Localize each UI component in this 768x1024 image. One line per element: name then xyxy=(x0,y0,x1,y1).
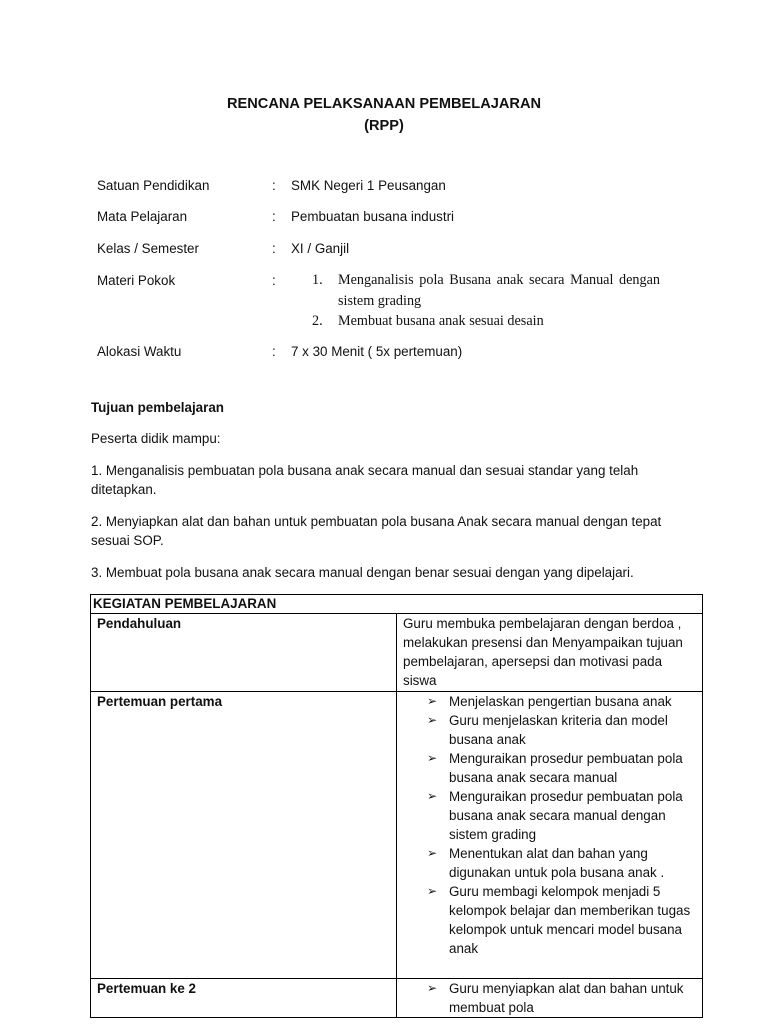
table-header-row xyxy=(91,595,703,614)
info-label: Alokasi Waktu xyxy=(97,344,182,359)
phase-bullets-cell xyxy=(397,979,703,1018)
list-item xyxy=(427,787,696,844)
bullet-text: Guru membagi kelompok menjadi 5 kelompok belajar dan memberikan tugas kelompok untuk mencari model busana anak xyxy=(449,884,691,956)
table-row xyxy=(91,979,703,1018)
phase-bullets-cell xyxy=(397,692,703,979)
tujuan-point: 3. Membuat pola busana anak secara manual dengan benar sesuai dengan yang dipelajari. xyxy=(91,565,634,580)
kegiatan-table xyxy=(90,594,703,1018)
list-text: Menganalisis pola Busana anak secara Manual dengan sistem grading xyxy=(338,272,660,309)
list-item xyxy=(312,270,660,311)
bullet-text: Menentukan alat dan bahan yang digunakan untuk pola busana anak . xyxy=(449,846,665,880)
list-item xyxy=(427,711,696,749)
arrow-bullet-icon: ➢ xyxy=(427,713,438,727)
info-label: Kelas / Semester xyxy=(97,241,199,256)
info-label: Mata Pelajaran xyxy=(97,209,188,224)
info-colon: : xyxy=(272,241,276,256)
arrow-bullet-icon: ➢ xyxy=(427,981,438,995)
bullet-list xyxy=(403,979,696,1017)
list-number: 2. xyxy=(312,313,323,329)
bullet-text: Guru menyiapkan alat dan bahan untuk membuat pola xyxy=(449,981,684,1015)
info-colon: : xyxy=(272,273,276,288)
tujuan-point: 2. Menyiapkan alat dan bahan untuk pembuatan pola busana Anak secara manual dengan tepat sesuai SOP. xyxy=(91,514,662,548)
info-value: 7 x 30 Menit ( 5x pertemuan) xyxy=(291,344,463,359)
tujuan-intro: Peserta didik mampu: xyxy=(91,431,221,446)
arrow-bullet-icon: ➢ xyxy=(427,751,438,765)
bullet-text: Menguraikan prosedur pembuatan pola busana anak secara manual xyxy=(449,751,683,785)
arrow-bullet-icon: ➢ xyxy=(427,789,438,803)
info-value: Pembuatan busana industri xyxy=(291,209,455,224)
list-item xyxy=(427,692,696,711)
bullet-text: Menguraikan prosedur pembuatan pola busana anak secara manual dengan sistem grading xyxy=(449,789,683,842)
info-label: Satuan Pendidikan xyxy=(97,178,210,193)
info-colon: : xyxy=(272,209,276,224)
tujuan-heading: Tujuan pembelajaran xyxy=(91,400,224,415)
document-subtitle: (RPP) xyxy=(364,118,404,134)
list-item xyxy=(427,979,696,1017)
info-colon: : xyxy=(272,178,276,193)
phase-label: Pertemuan pertama xyxy=(91,692,397,979)
materi-list xyxy=(312,270,660,332)
phase-text: Guru membuka pembelajaran dengan berdoa , melakukan presensi dan Menyampaikan tujuan pembelajaran, apersepsi dan motivasi pada siswa xyxy=(397,614,703,692)
list-item xyxy=(427,749,696,787)
arrow-bullet-icon: ➢ xyxy=(427,694,438,708)
tujuan-point: 1. Menganalisis pembuatan pola busana anak secara manual dan sesuai standar yang telah ditetapkan. xyxy=(91,463,639,497)
bullet-text: Guru menjelaskan kriteria dan model busana anak xyxy=(449,713,668,747)
phase-label: Pendahuluan xyxy=(91,614,397,692)
arrow-bullet-icon: ➢ xyxy=(427,884,438,898)
table-row xyxy=(91,614,703,692)
phase-label: Pertemuan ke 2 xyxy=(91,979,397,1018)
table-header: KEGIATAN PEMBELAJARAN xyxy=(91,595,703,614)
info-colon: : xyxy=(272,344,276,359)
list-item xyxy=(427,844,696,882)
list-item xyxy=(312,311,660,332)
arrow-bullet-icon: ➢ xyxy=(427,846,438,860)
info-label: Materi Pokok xyxy=(97,273,176,288)
bullet-list xyxy=(403,692,696,958)
info-value: XI / Ganjil xyxy=(291,241,350,256)
document-title: RENCANA PELAKSANAAN PEMBELAJARAN xyxy=(226,96,542,112)
table-row xyxy=(91,692,703,979)
info-value: SMK Negeri 1 Peusangan xyxy=(291,178,446,193)
list-number: 1. xyxy=(312,272,323,288)
list-text: Membuat busana anak sesuai desain xyxy=(338,313,544,329)
list-item xyxy=(427,882,696,958)
bullet-text: Menjelaskan pengertian busana anak xyxy=(449,694,672,709)
